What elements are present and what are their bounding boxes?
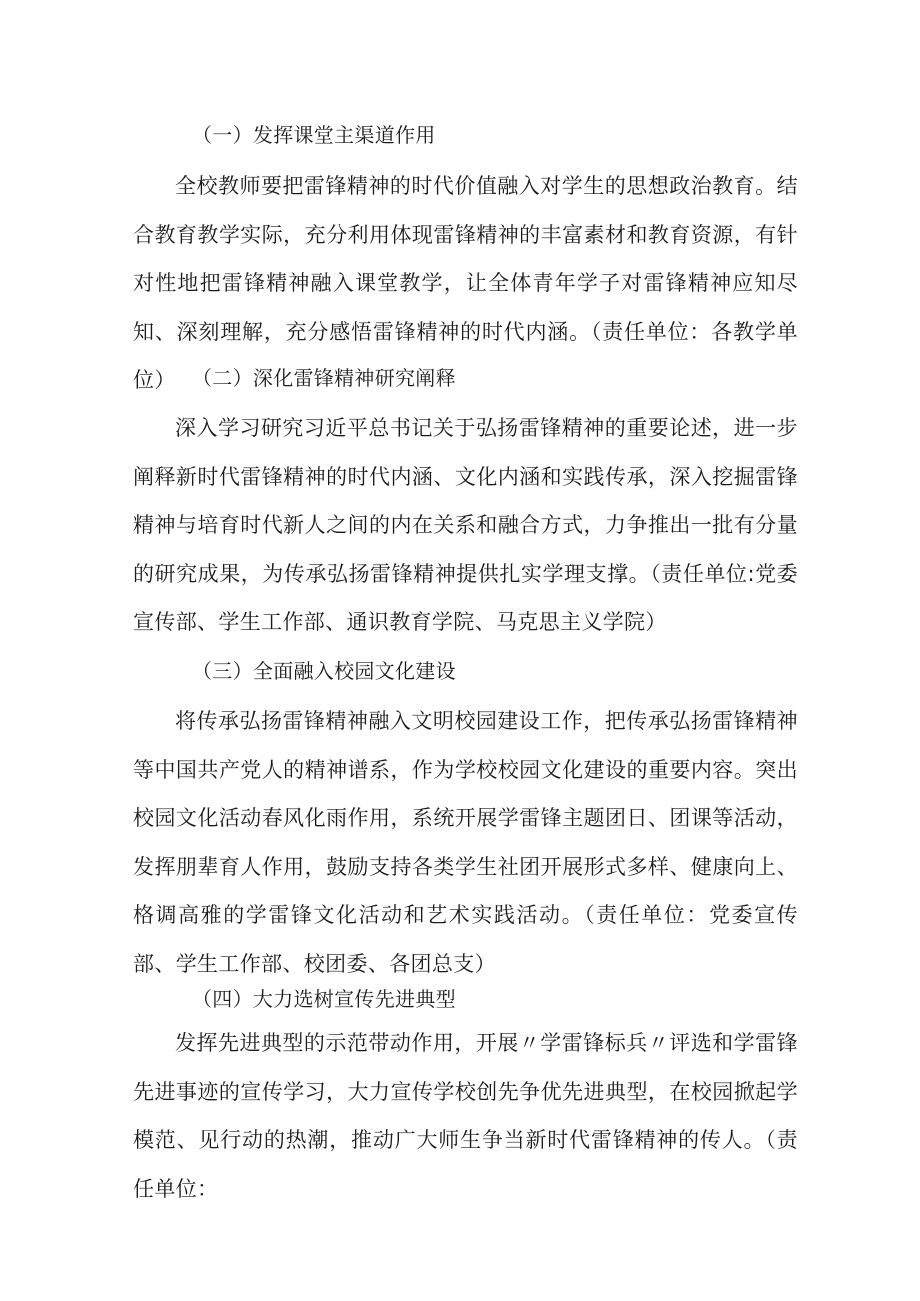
section-4-heading: （四）大力选树宣传先进典型 — [192, 987, 456, 1011]
section-4-body: 发挥先进典型的示范带动作用，开展〃学雷锋标兵〃评选和学雷锋先进事迹的宣传学习，大力宣传学校创先争优先进典型，在校园掀起学模范、见行动的热潮，推动广大师生争当新时代雷锋精神的传人。（责任单位： — [133, 1031, 798, 1201]
section-1-body: 全校教师要把雷锋精神的时代价值融入对学生的思想政治教育。结合教育教学实际，充分利用体现雷锋精神的丰富素材和教育资源，有针对性地把雷锋精神融入课堂教学，让全体青年学子对雷锋精神应知尽知、深刻理解，充分感悟雷锋精神的时代内涵。（责任单位：各教学单位） — [133, 174, 798, 392]
section-3-heading: （三）全面融入校园文化建设 — [192, 659, 456, 683]
section-3-body: 将传承弘扬雷锋精神融入文明校园建设工作，把传承弘扬雷锋精神等中国共产党人的精神谱系，作为学校校园文化建设的重要内容。突出校园文化活动春风化雨作用，系统开展学雷锋主题团日、团课等活动，发挥朋辈育人作用，鼓励支持各类学生社团开展形式多样、健康向上、格调高雅的学雷锋文化活动和艺术实践活动。（责任单位：党委宣传部、学生工作部、校团委、各团总支） — [133, 709, 798, 976]
section-2-heading: （二）深化雷锋精神研究阐释 — [192, 366, 456, 390]
section-2-body: 深入学习研究习近平总书记关于弘扬雷锋精神的重要论述，进一步阐释新时代雷锋精神的时代内涵、文化内涵和实践传承，深入挖掘雷锋精神与培育时代新人之间的内在关系和融合方式，力争推出一批有分量的研究成果，为传承弘扬雷锋精神提供扎实学理支撑。（责任单位:党委宣传部、学生工作部、通识教育学院、马克思主义学院） — [133, 416, 798, 634]
section-1-heading: （一）发挥课堂主渠道作用 — [192, 123, 436, 147]
